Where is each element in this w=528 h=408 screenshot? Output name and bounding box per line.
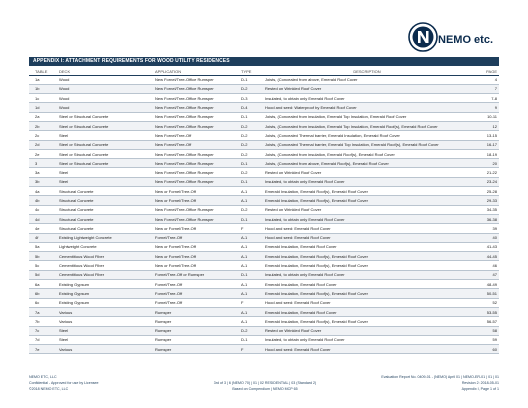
table-row (29, 224, 499, 233)
table-row (29, 159, 499, 168)
table-cell-description: Joists, (Concealed from above, Emerald Roof Cover (263, 75, 471, 84)
table-cell-type: A-1 (239, 289, 263, 298)
table-cell-table: 5d (29, 270, 57, 279)
table-cell-deck: Lightweight Concrete (57, 242, 153, 251)
footer-page-number: Appendix I, Page 1 of 1 (461, 387, 499, 391)
table-cell-description: Hood and seed: Emerald Roof Cover (263, 233, 471, 242)
table-cell-application: Fornel/Tree-Off (153, 289, 239, 298)
table-cell-deck: Wood (57, 94, 153, 103)
footer-report-number: Evaluation Report No. 0409-01 - (NEMO) April 01 | NEMO-ER-01 | 01 | 01 (381, 375, 499, 379)
table-cell-table: 4f (29, 233, 57, 242)
table-cell-description: Hood and seed: Waterproof by Emerald Roof Cover (263, 103, 471, 112)
table-cell-description: Emerald Insulation, Emerald Roof Cover (263, 307, 471, 316)
table-cell-page: 20 (471, 159, 499, 168)
table-cell-application: Rumsper (153, 317, 239, 326)
table-cell-page: 25-28 (471, 187, 499, 196)
footer-revision: Revision 2: 2018-05-01 (461, 381, 499, 385)
table-cell-description: Emerald Insulation, Emerald Roof(s), Emerald Roof Cover (263, 289, 471, 298)
table-row (29, 131, 499, 140)
table-cell-page: 59 (471, 335, 499, 344)
table-cell-type: A-1 (239, 252, 263, 261)
table-cell-table: 3a (29, 168, 57, 177)
table-cell-table: 2a (29, 112, 57, 121)
table-cell-application: Fornel/Tree-Off (153, 280, 239, 289)
table-cell-deck: Various (57, 345, 153, 354)
table-row (29, 177, 499, 186)
table-cell-page: 4 (471, 75, 499, 84)
table-cell-description: Insulated, to obtain only Emerald Roof Cover (263, 270, 471, 279)
table-cell-application: New Fornel/Tree-Office Rumsper (153, 84, 239, 93)
table-row (29, 242, 499, 251)
table-cell-deck: Wood (57, 103, 153, 112)
table-row (29, 298, 499, 307)
table-cell-table: 2b (29, 121, 57, 130)
table-cell-type: A-1 (239, 280, 263, 289)
table-cell-application: New Fornel/Tree-Office Rumsper (153, 177, 239, 186)
appendix-title: APPENDIX I: ATTACHMENT REQUIREMENTS FOR WOOD UTILITY RESIDENCES (29, 57, 499, 66)
table-cell-deck: Structural Concrete (57, 196, 153, 205)
table-cell-application: New Fornel/Tree-Office Rumsper (153, 112, 239, 121)
table-cell-table: 7d (29, 335, 57, 344)
table-cell-page: 50-51 (471, 289, 499, 298)
table-row (29, 326, 499, 335)
table-cell-type: F (239, 224, 263, 233)
table-cell-page: 53-55 (471, 307, 499, 316)
table-cell-type: D-1 (239, 335, 263, 344)
table-cell-application: New Fornel/Tree-Off (153, 131, 239, 140)
table-row (29, 214, 499, 223)
table-cell-application: New Fornel/Tree-Office Rumsper (153, 214, 239, 223)
table-cell-table: 4c (29, 205, 57, 214)
column-header-deck: DECK (57, 68, 153, 75)
table-cell-deck: Steel or Structural Concrete (57, 121, 153, 130)
footer-center (200, 380, 330, 392)
table-cell-type: A-1 (239, 307, 263, 316)
table-cell-description: Rested on Wrinkled Roof Cover (263, 84, 471, 93)
table-cell-deck: Steel (57, 131, 153, 140)
table-cell-type: F (239, 298, 263, 307)
column-header-page: PAGE (471, 68, 499, 75)
table-cell-page: 36-38 (471, 214, 499, 223)
footer-reference: 3rd of 3 | 6 (NEMO 70) | 01 | 02 RESIDENTIAL | 03 (Standard 2) (213, 381, 317, 385)
table-cell-application: Rumsper (153, 326, 239, 335)
table-cell-page: 41-43 (471, 242, 499, 251)
table-cell-application: New Fornel/Tree-Office Rumsper (153, 149, 239, 158)
table-cell-page: 23-24 (471, 177, 499, 186)
table-cell-type: D-1 (239, 159, 263, 168)
table-cell-table: 4d (29, 214, 57, 223)
footer-copyright: ©2018 NEMO ETC, LLC (29, 387, 69, 391)
table-cell-table: 3b (29, 177, 57, 186)
column-header-application: APPLICATION (153, 68, 239, 75)
table-cell-table: 1a (29, 75, 57, 84)
table-cell-page: 16-17 (471, 140, 499, 149)
table-cell-page: 46 (471, 261, 499, 270)
table-cell-deck: Existing Gypsum (57, 289, 153, 298)
logo-icon (408, 22, 438, 52)
table-cell-deck: Steel or Structural Concrete (57, 140, 153, 149)
table-cell-type: A-1 (239, 196, 263, 205)
table-row (29, 149, 499, 158)
table-cell-description: Hood and seed: Emerald Roof Cover (263, 224, 471, 233)
table-row (29, 140, 499, 149)
table-cell-description: Joists, (Concealed Thermal barrier, Emerald Insulation, Emerald Roof Cover (263, 131, 471, 140)
table-cell-description: Emerald Insulation, Emerald Roof(s), Emerald Roof Cover (263, 261, 471, 270)
table-cell-description: Insulated, to obtain only Emerald Roof Cover (263, 214, 471, 223)
table-cell-table: 5a (29, 242, 57, 251)
table-cell-deck: Structural Concrete (57, 224, 153, 233)
table-row (29, 317, 499, 326)
table-cell-deck: Structural Concrete (57, 205, 153, 214)
table-cell-table: 2d (29, 140, 57, 149)
table-cell-type: D-2 (239, 205, 263, 214)
table-cell-deck: Structural Concrete (57, 187, 153, 196)
table-cell-application: New or Fornel/Tree-Off (153, 252, 239, 261)
table-cell-application: New Fornel/Tree-Off (153, 140, 239, 149)
table-cell-type: D-2 (239, 326, 263, 335)
table-cell-description: Joists, (Concealed from insulation, Emerald Top Insulation, Emerald Roof Cover (263, 112, 471, 121)
table-cell-table: 7c (29, 326, 57, 335)
table-cell-application: Fornel/Tree-Off (153, 298, 239, 307)
column-header-description: DESCRIPTION (263, 68, 471, 75)
footer-notice: Confidential - Approved for use by Licensee (29, 381, 99, 385)
table-cell-type: D-2 (239, 149, 263, 158)
table-cell-table: 1c (29, 94, 57, 103)
table-cell-application: New or Fornel/Tree-Off (153, 261, 239, 270)
table-cell-type: A-1 (239, 261, 263, 270)
table-cell-page: 58 (471, 326, 499, 335)
table-cell-page: 40 (471, 233, 499, 242)
table-cell-page: 52 (471, 298, 499, 307)
table-cell-deck: Steel or Structural Concrete (57, 112, 153, 121)
table-cell-description: Joists, (Concealed from above, Emerald Roof(s), Emerald Roof Cover (263, 159, 471, 168)
table-cell-type: A-1 (239, 317, 263, 326)
table-cell-description: Emerald Insulation, Emerald Roof(s), Emerald Roof Cover (263, 196, 471, 205)
table-cell-deck: Steel (57, 335, 153, 344)
table-cell-description: Rested on Wrinkled Roof Cover (263, 326, 471, 335)
table-cell-deck: Existing Lightweight Concrete (57, 233, 153, 242)
table-cell-type: D-2 (239, 131, 263, 140)
table-cell-application: Fornel/Tree-Off (153, 233, 239, 242)
table-cell-description: Joists, (Concealed from insulation, Emerald Top Insulation, Emerald Roof(s), Emerald Roof Cover (263, 121, 471, 130)
footer-right (339, 374, 499, 392)
table-row (29, 121, 499, 130)
table-cell-description: Joists, (Concealed from insulation, Emerald Roof(s), Emerald Roof Cover (263, 149, 471, 158)
table-row (29, 84, 499, 93)
table-cell-application: New or Fornel/Tree-Off (153, 242, 239, 251)
table-cell-type: D-2 (239, 140, 263, 149)
table-row (29, 307, 499, 316)
table-cell-page: 9 (471, 103, 499, 112)
table-cell-table: 2e (29, 149, 57, 158)
table-cell-application: New or Fornel/Tree-Off (153, 187, 239, 196)
table-cell-description: Insulated, to obtain only Emerald Roof Cover (263, 177, 471, 186)
table-cell-table: 3 (29, 159, 57, 168)
table-cell-application: New or Fornel/Tree-Off (153, 224, 239, 233)
table-row (29, 261, 499, 270)
table-cell-deck: Existing Gypsum (57, 298, 153, 307)
attachment-table (29, 68, 499, 354)
table-row (29, 345, 499, 354)
table-cell-description: Rested on Wrinkled Roof Cover (263, 205, 471, 214)
table-cell-page: 10-11 (471, 112, 499, 121)
table-cell-table: 4e (29, 224, 57, 233)
table-cell-deck: Steel (57, 326, 153, 335)
table-cell-application: New Fornel/Tree-Office Rumsper (153, 168, 239, 177)
table-row (29, 187, 499, 196)
table-cell-page: 60 (471, 345, 499, 354)
footer-basis: Based on Compendium | NEMO MCP 65 (232, 387, 298, 391)
table-cell-table: 1b (29, 84, 57, 93)
table-row (29, 335, 499, 344)
table-cell-deck: Steel (57, 168, 153, 177)
table-row (29, 103, 499, 112)
table-cell-type: A-1 (239, 187, 263, 196)
table-cell-application: New Fornel/Tree-Office Rumsper (153, 94, 239, 103)
table-cell-table: 5c (29, 261, 57, 270)
table-cell-description: Hood and seed: Emerald Roof Cover (263, 298, 471, 307)
table-cell-table: 7b (29, 317, 57, 326)
table-row (29, 289, 499, 298)
table-cell-deck: Steel (57, 177, 153, 186)
table-cell-description: Rested on Wrinkled Roof Cover (263, 168, 471, 177)
table-cell-table: 4b (29, 196, 57, 205)
column-header-table: TABLE (29, 68, 57, 75)
table-row (29, 75, 499, 84)
table-row (29, 252, 499, 261)
table-cell-table: 6b (29, 289, 57, 298)
table-cell-page: 7 (471, 84, 499, 93)
table-cell-description: Emerald Insulation, Emerald Roof(s), Emerald Roof Cover (263, 317, 471, 326)
table-cell-description: Emerald Insulation, Emerald Roof Cover (263, 280, 471, 289)
company-logo (408, 22, 508, 60)
table-cell-page: 13-15 (471, 131, 499, 140)
table-cell-type: D-1 (239, 177, 263, 186)
table-cell-type: A-1 (239, 242, 263, 251)
table-cell-page: 47 (471, 270, 499, 279)
table-cell-type: D-2 (239, 168, 263, 177)
table-cell-page: 29-33 (471, 196, 499, 205)
table-cell-table: 2c (29, 131, 57, 140)
table-row (29, 270, 499, 279)
footer-left (29, 374, 169, 392)
table-cell-deck: Cementitious Wood Fiber (57, 270, 153, 279)
table-cell-type: D-2 (239, 121, 263, 130)
table-cell-description: Hood and seed: Emerald Roof Cover (263, 345, 471, 354)
table-row (29, 280, 499, 289)
table-cell-table: 6a (29, 280, 57, 289)
footer-company: NEMO ETC, LLC (29, 375, 57, 379)
table-cell-deck: Cementitious Wood Fiber (57, 261, 153, 270)
logo-wordmark: NEMO etc. (438, 34, 494, 46)
table-cell-description: Joists, (Concealed Thermal barrier, Emerald Top Insulation, Emerald Roof(s), Emerald Roof Cover (263, 140, 471, 149)
column-header-type: TYPE (239, 68, 263, 75)
table-cell-type: D-1 (239, 75, 263, 84)
table-cell-table: 4a (29, 187, 57, 196)
table-cell-application: Rumsper (153, 335, 239, 344)
table-cell-table: 7e (29, 345, 57, 354)
table-cell-table: 6c (29, 298, 57, 307)
table-cell-application: New Fornel/Tree-Office Rumsper (153, 103, 239, 112)
table-cell-page: 48-49 (471, 280, 499, 289)
table-cell-type: A-1 (239, 233, 263, 242)
table-cell-application: Rumsper (153, 345, 239, 354)
table-cell-application: New Fornel/Tree-Office Rumsper (153, 75, 239, 84)
table-cell-page: 18-19 (471, 149, 499, 158)
table-row (29, 168, 499, 177)
table-cell-page: 7-8 (471, 94, 499, 103)
table-cell-description: Insulated, to obtain only Emerald Roof Cover (263, 94, 471, 103)
table-cell-type: D-2 (239, 84, 263, 93)
table-cell-description: Emerald Insulation, Emerald Roof Cover (263, 242, 471, 251)
table-cell-deck: Various (57, 307, 153, 316)
table-cell-page: 56-57 (471, 317, 499, 326)
table-cell-type: F (239, 345, 263, 354)
table-row (29, 94, 499, 103)
table-cell-page: 34-35 (471, 205, 499, 214)
table-cell-table: 5b (29, 252, 57, 261)
table-cell-application: Rumsper (153, 307, 239, 316)
table-cell-application: New Fornel/Tree-Office Rumsper (153, 205, 239, 214)
table-cell-deck: Existing Gypsum (57, 280, 153, 289)
table-cell-deck: Wood (57, 75, 153, 84)
table-cell-type: D-3 (239, 94, 263, 103)
table-cell-deck: Steel or Structural Concrete (57, 149, 153, 158)
table-cell-application: Fornel/Tree-Off or Rumsper (153, 270, 239, 279)
table-row (29, 233, 499, 242)
table-cell-description: Emerald Insulation, Emerald Roof(s), Emerald Roof Cover (263, 187, 471, 196)
table-cell-description: Insulated, to obtain only Emerald Roof Cover (263, 335, 471, 344)
table-cell-deck: Structural Concrete (57, 214, 153, 223)
table-row (29, 196, 499, 205)
table-cell-page: 39 (471, 224, 499, 233)
table-row (29, 112, 499, 121)
table-cell-page: 44-45 (471, 252, 499, 261)
table-cell-type: D-4 (239, 103, 263, 112)
table-row (29, 205, 499, 214)
table-cell-type: D-1 (239, 270, 263, 279)
table-cell-application: New Fornel/Tree-Office Rumsper (153, 159, 239, 168)
table-cell-table: 1d (29, 103, 57, 112)
table-cell-application: New Fornel/Tree-Office Rumsper (153, 121, 239, 130)
table-cell-page: 21-22 (471, 168, 499, 177)
table-cell-table: 7a (29, 307, 57, 316)
table-cell-description: Emerald Insulation, Emerald Roof(s), Emerald Roof Cover (263, 252, 471, 261)
table-cell-application: New or Fornel/Tree-Off (153, 196, 239, 205)
table-cell-page: 12 (471, 121, 499, 130)
table-cell-type: D-1 (239, 214, 263, 223)
table-cell-deck: Cementitious Wood Fiber (57, 252, 153, 261)
table-cell-deck: Steel or Structural Concrete (57, 159, 153, 168)
table-cell-deck: Various (57, 317, 153, 326)
table-header-row (29, 68, 499, 75)
table-cell-deck: Wood (57, 84, 153, 93)
table-cell-type: D-1 (239, 112, 263, 121)
